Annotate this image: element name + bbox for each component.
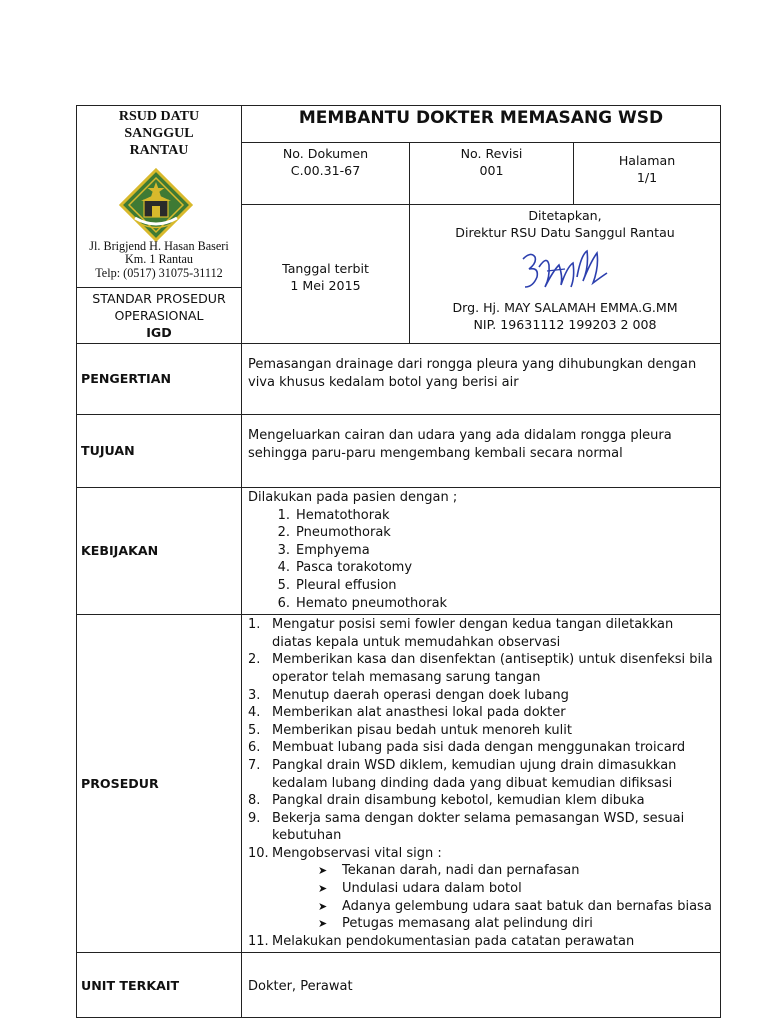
list-item: Memberikan pisau bedah untuk menoreh kulit: [272, 722, 572, 738]
sop-type-cell: [77, 288, 242, 344]
issue-date-value: 1 Mei 2015: [290, 278, 361, 293]
unit-terkait-text: Dokter, Perawat: [242, 953, 721, 1018]
revision-label: No. Revisi: [460, 146, 523, 161]
approval-line1: Ditetapkan,: [528, 208, 602, 223]
vital-sign-item: ➤ Petugas memasang alat pelindung diri: [318, 915, 714, 933]
issue-date-label: Tanggal terbit: [282, 261, 369, 276]
doc-number-label: No. Dokumen: [282, 146, 369, 161]
prosedur-label: PROSEDUR: [77, 615, 242, 953]
page-value: 1/1: [636, 170, 658, 185]
institution-address: Jl. Brigjend H. Hasan Baseri Km. 1 Rantau Telp: (0517) 31075-31112: [89, 239, 229, 280]
tujuan-label: TUJUAN: [77, 415, 242, 488]
revision-cell: [410, 143, 574, 205]
kebijakan-intro: Dilakukan pada pasien dengan ;: [248, 490, 458, 505]
vital-sign-item: ➤ Undulasi udara dalam botol: [318, 880, 714, 898]
list-item: Emphyema: [296, 542, 370, 558]
sop-document: [76, 105, 720, 1018]
list-item: Memberikan kasa dan disenfektan (antiseptik) untuk disenfeksi bila operator telah memasang sarung tangan: [272, 652, 713, 685]
sop-unit: IGD: [146, 325, 172, 340]
list-item: Mengatur posisi semi fowler dengan kedua tangan diletakkan diatas kepala untuk memudahkan observasi: [272, 617, 674, 650]
kebijakan-list: [248, 507, 714, 613]
sop-table: [76, 105, 721, 1018]
doc-number-value: C.00.31-67: [290, 163, 361, 178]
vital-sign-item: ➤ Tekanan darah, nadi dan pernafasan: [318, 862, 714, 880]
revision-value: 001: [479, 163, 504, 178]
page-label: Halaman: [618, 153, 676, 168]
list-item: Pangkal drain disambung kebotol, kemudian klem dibuka: [272, 793, 645, 809]
signature-icon: [517, 247, 613, 293]
vital-sign-heading: Mengobservasi vital sign :: [272, 845, 442, 861]
prosedur-content: [242, 615, 721, 953]
list-item: Pasca torakotomy: [296, 560, 413, 576]
list-item: Pneumothorak: [296, 525, 391, 541]
kebijakan-content: [242, 488, 721, 615]
list-item: Melakukan pendokumentasian pada catatan perawatan: [272, 933, 635, 949]
list-item: Pleural effusion: [296, 577, 397, 593]
doc-number-cell: [242, 143, 410, 205]
pengertian-label: PENGERTIAN: [77, 344, 242, 415]
institution-name: RSUD DATU SANGGUL RANTAU: [118, 109, 200, 158]
list-item: Menutup daerah operasi dengan doek lubang: [272, 687, 569, 703]
prosedur-list: [248, 616, 714, 950]
list-item: Membuat lubang pada sisi dada dengan menggunakan troicard: [272, 740, 686, 756]
list-item: Hemato pneumothorak: [296, 595, 448, 611]
list-item: [248, 845, 714, 933]
unit-terkait-label: UNIT TERKAIT: [77, 953, 242, 1018]
director-nip: NIP. 19631112 199203 2 008: [473, 317, 657, 332]
list-item: Bekerja sama dengan dokter selama pemasangan WSD, sesuai kebutuhan: [272, 810, 685, 844]
institution-cell: [77, 106, 242, 288]
sop-line1: STANDAR PROSEDUR: [92, 291, 226, 306]
vital-sign-list: [272, 862, 714, 932]
list-item: Memberikan alat anasthesi lokal pada dokter: [272, 705, 566, 721]
page-cell: [574, 143, 721, 205]
tujuan-text: Mengeluarkan cairan dan udara yang ada didalam rongga pleura sehingga paru-paru mengembang kembali secara normal: [242, 415, 721, 488]
list-item: Pangkal drain WSD diklem, kemudian ujung drain dimasukkan kedalam lubang dinding dada yang dibuat kemudian difiksasi: [272, 757, 677, 791]
approval-line2: Direktur RSU Datu Sanggul Rantau: [455, 225, 675, 240]
sop-line2: OPERASIONAL: [114, 308, 204, 323]
issue-date-cell: [242, 205, 410, 344]
hospital-emblem-icon: [119, 168, 193, 242]
director-name: Drg. Hj. MAY SALAMAH EMMA.G.MM: [452, 300, 678, 315]
document-title: MEMBANTU DOKTER MEMASANG WSD: [242, 106, 721, 143]
kebijakan-label: KEBIJAKAN: [77, 488, 242, 615]
vital-sign-item: ➤ Adanya gelembung udara saat batuk dan bernafas biasa: [318, 898, 714, 916]
pengertian-text: Pemasangan drainage dari rongga pleura yang dihubungkan dengan viva khusus kedalam botol yang berisi air: [242, 344, 721, 415]
list-item: Hematothorak: [296, 507, 390, 523]
approval-cell: [410, 205, 721, 344]
